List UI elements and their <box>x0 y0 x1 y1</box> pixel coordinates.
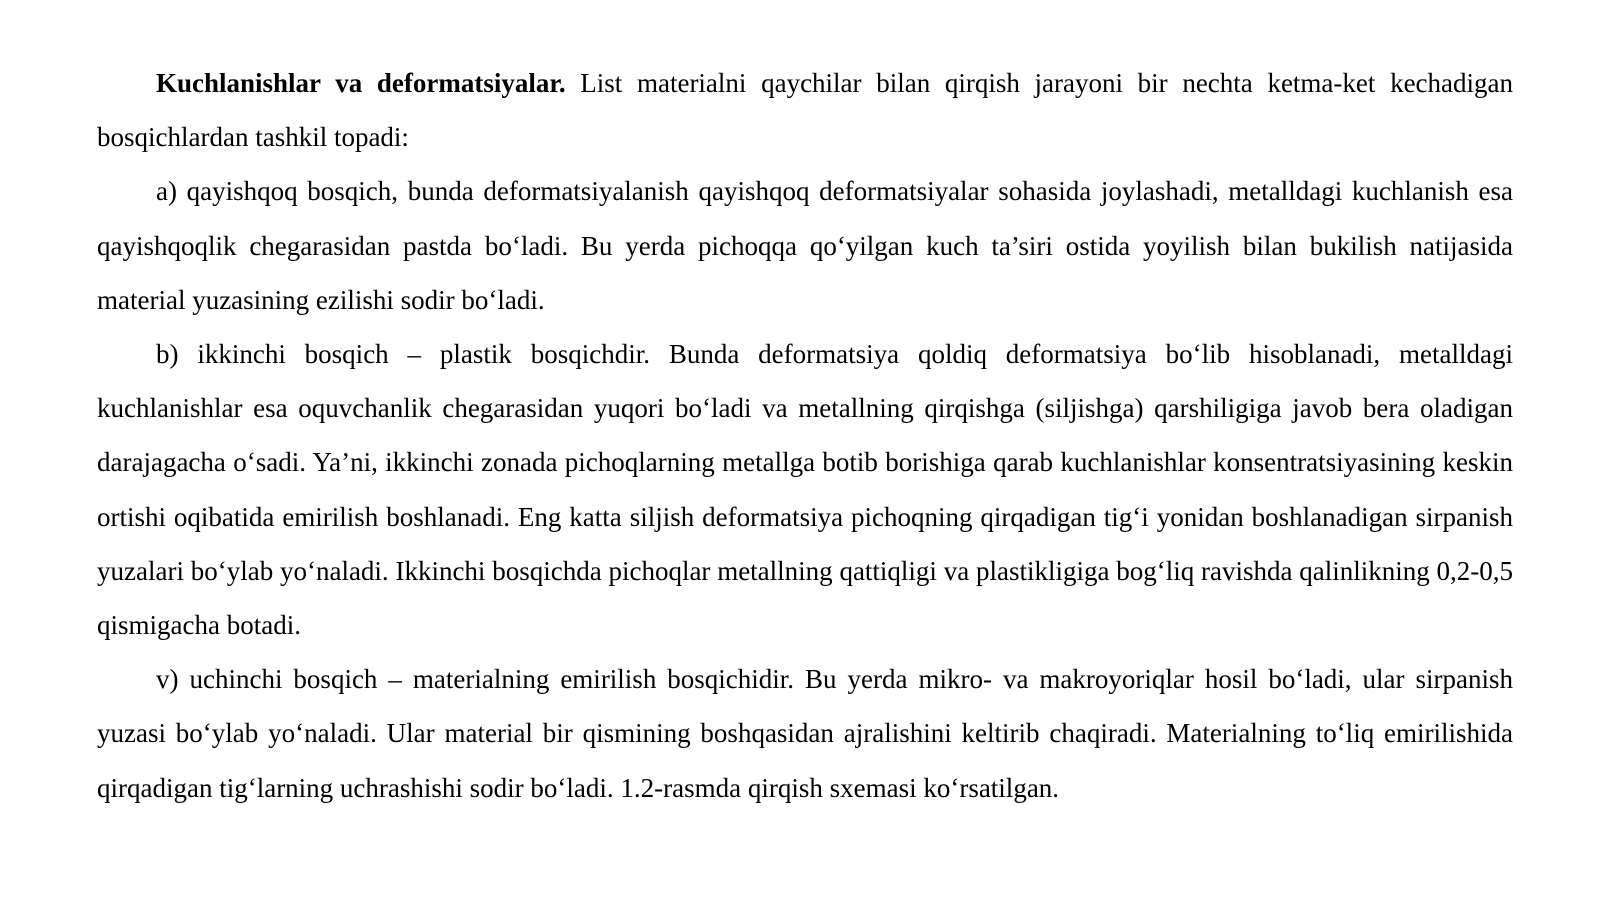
intro-text: List materialni qaychilar bilan qirqish jarayoni bir nechta ketma-ket kechadigan bosqichlardan tashkil topadi: <box>97 68 1513 153</box>
intro-paragraph <box>97 56 1513 164</box>
document-page <box>97 56 1513 815</box>
section-heading: Kuchlanishlar va deformatsiyalar. <box>156 68 566 98</box>
stage-v-paragraph: v) uchinchi bosqich – materialning emirilish bosqichidir. Bu yerda mikro- va makroyoriqlar hosil bo‘ladi, ular sirpanish yuzasi bo‘ylab yo‘naladi. Ular material bir qismining boshqasidan ajralishini keltirib chaqiradi. Materialning to‘liq emirilishida qirqadigan tig‘larning uchrashishi sodir bo‘ladi. 1.2-rasmda qirqish sxemasi ko‘rsatilgan. <box>97 664 1513 803</box>
stage-b-paragraph: b) ikkinchi bosqich – plastik bosqichdir. Bunda deformatsiya qoldiq deformatsiya bo‘lib hisoblanadi, metalldagi kuchlanishlar esa oquvchanlik chegarasidan yuqori bo‘ladi va metallning qirqishga (siljishga) qarshiligiga javob bera oladigan darajagacha o‘sadi. Ya’ni, ikkinchi zonada pichoqlarning metallga botib borishiga qarab kuchlanishlar konsentratsiyasining keskin ortishi oqibatida emirilish boshlanadi. Eng katta siljish deformatsiya pichoqning qirqadigan tig‘i yonidan boshlanadigan sirpanish yuzalari bo‘ylab yo‘naladi. Ikkinchi bosqichda pichoqlar metallning qattiqligi va plastikligiga bog‘liq ravishda qalinlikning 0,2-0,5 qismigacha botadi. <box>97 339 1513 641</box>
stage-a-paragraph: a) qayishqoq bosqich, bunda deformatsiyalanish qayishqoq deformatsiyalar sohasida joylashadi, metalldagi kuchlanish esa qayishqoqlik chegarasidan pastda bo‘ladi. Bu yerda pichoqqa qo‘yilgan kuch ta’siri ostida yoyilish bilan bukilish natijasida material yuzasining ezilishi sodir bo‘ladi. <box>97 176 1513 315</box>
